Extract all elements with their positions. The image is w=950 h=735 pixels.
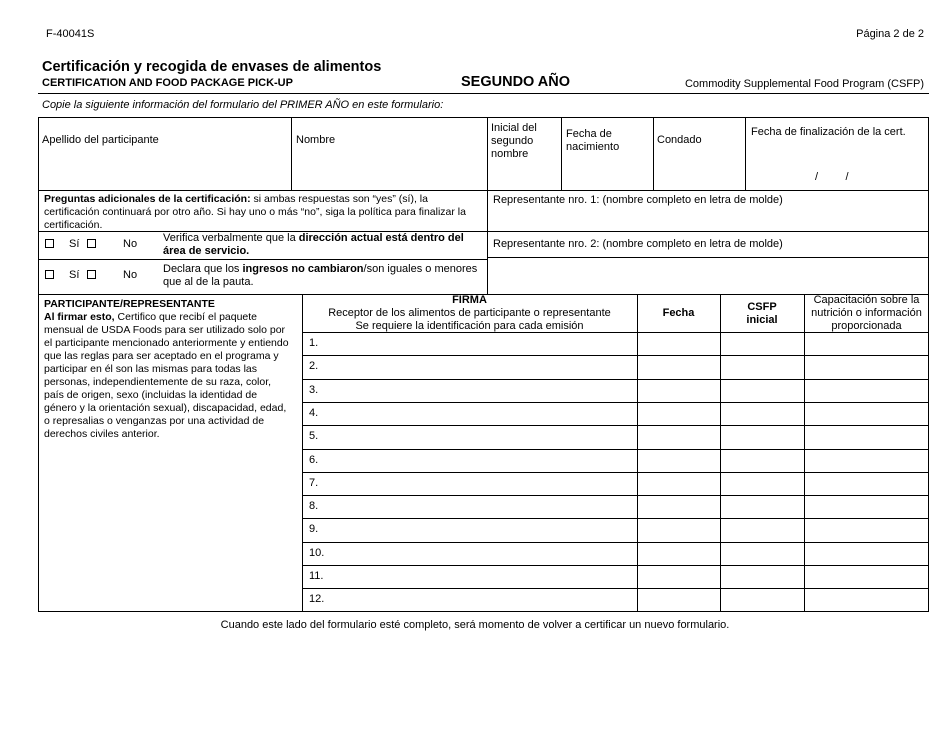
csfp-initial-header	[720, 301, 804, 327]
statement-line: o represalias o venganzas por una actividad de	[44, 415, 265, 427]
q1-no-label: No	[123, 238, 138, 250]
q2-text: Declara que los	[163, 263, 243, 275]
training-cell[interactable]	[804, 379, 929, 402]
program-name: Commodity Supplemental Food Program (CSFP)	[684, 78, 924, 90]
statement-line: género y la orientación sexual), discapacidad, edad,	[44, 402, 287, 414]
firma-header	[302, 294, 637, 333]
statement-line: país de origen, sexo (incluidas la identidad de	[44, 389, 258, 401]
county-field[interactable]: Condado	[657, 134, 702, 146]
signature-cell[interactable]	[302, 495, 637, 518]
q1-text: Verifica verbalmente que la	[163, 232, 299, 244]
q1-bold-text-2: área de servicio.	[163, 245, 250, 257]
questions-intro-line3: certificación.	[44, 219, 103, 231]
training-cell[interactable]	[804, 449, 929, 472]
divider	[291, 117, 292, 191]
middle-initial-label-2: segundo	[491, 135, 534, 147]
training-cell[interactable]	[804, 565, 929, 588]
representative-1-field[interactable]: Representante nro. 1: (nombre completo en letra de molde)	[493, 194, 783, 206]
row-number: 2.	[309, 360, 319, 373]
signature-cell[interactable]	[302, 542, 637, 565]
training-cell[interactable]	[804, 495, 929, 518]
row-number: 9.	[309, 523, 319, 536]
form-title-english: CERTIFICATION AND FOOD PACKAGE PICK-UP	[42, 77, 293, 89]
questions-intro-text: si ambas respuestas son “yes” (sí), la	[250, 193, 428, 205]
signature-cell[interactable]	[302, 355, 637, 378]
date-cell[interactable]	[637, 402, 720, 425]
questions-intro	[44, 193, 466, 232]
copy-instruction: Copie la siguiente información del formulario del PRIMER AÑO en este formulario:	[42, 99, 444, 111]
training-header-line1: Capacitación sobre la	[813, 294, 920, 306]
csfp-initial-cell[interactable]	[720, 542, 804, 565]
row-number: 7.	[309, 476, 319, 489]
date-cell[interactable]	[637, 588, 720, 611]
q1-yes-label: Sí	[69, 238, 80, 250]
q2-no-checkbox[interactable]	[87, 270, 96, 279]
representative-2-field[interactable]: Representante nro. 2: (nombre completo en letra de molde)	[493, 238, 783, 250]
birth-date-field[interactable]	[566, 128, 619, 154]
signature-cell[interactable]	[302, 402, 637, 425]
csfp-initial-cell[interactable]	[720, 472, 804, 495]
training-cell[interactable]	[804, 588, 929, 611]
training-cell[interactable]	[804, 402, 929, 425]
divider	[487, 190, 488, 295]
row-number: 12.	[309, 593, 325, 606]
divider	[487, 117, 488, 191]
training-cell[interactable]	[804, 332, 929, 355]
row-number: 10.	[309, 546, 325, 559]
cert-end-date-field[interactable]: / /	[815, 171, 849, 183]
footer-note: Cuando este lado del formulario esté completo, será momento de volver a certificar un nuevo formulario.	[220, 619, 730, 631]
date-cell[interactable]	[637, 332, 720, 355]
q2-question	[163, 263, 477, 289]
middle-initial-field[interactable]	[491, 122, 537, 161]
row-number: 6.	[309, 453, 319, 466]
date-cell[interactable]	[637, 565, 720, 588]
middle-initial-label-3: nombre	[491, 148, 529, 160]
questions-intro-line2: certificación continuará por otro año. Si hay uno o más “no”, siga la política para finalizar la	[44, 206, 466, 218]
csfp-header-line2: inicial	[746, 314, 778, 326]
row-number: 8.	[309, 500, 319, 513]
date-cell[interactable]	[637, 425, 720, 448]
training-cell[interactable]	[804, 542, 929, 565]
csfp-initial-cell[interactable]	[720, 588, 804, 611]
page-number: Página 2 de 2	[856, 28, 924, 40]
divider	[38, 259, 487, 260]
training-header	[804, 294, 929, 333]
statement-lead: Al firmar esto,	[44, 311, 115, 323]
firma-subtitle-1: Receptor de los alimentos de participante o representante	[328, 307, 611, 319]
row-number: 1.	[309, 337, 319, 349]
divider	[487, 257, 929, 258]
participant-statement	[44, 298, 299, 441]
statement-line: Certifico que recibí el paquete	[114, 311, 258, 323]
q1-no-checkbox[interactable]	[87, 239, 96, 248]
cert-end-date-label: Fecha de finalización de la cert.	[751, 126, 906, 138]
csfp-initial-cell[interactable]	[720, 495, 804, 518]
header-divider	[38, 93, 929, 94]
form-id: F-40041S	[46, 28, 95, 40]
statement-line: personas, independientemente de su raza, color,	[44, 376, 272, 388]
q2-bold-text: ingresos no cambiaron	[242, 263, 364, 275]
date-cell[interactable]	[637, 495, 720, 518]
csfp-initial-cell[interactable]	[720, 425, 804, 448]
date-cell[interactable]	[637, 355, 720, 378]
signature-cell[interactable]	[302, 565, 637, 588]
year-label: SEGUNDO AÑO	[461, 74, 571, 90]
signature-cell[interactable]	[302, 379, 637, 402]
signature-cell[interactable]	[302, 472, 637, 495]
signature-cell[interactable]	[302, 425, 637, 448]
training-cell[interactable]	[804, 472, 929, 495]
statement-line: participar en él son las mismas para todas las	[44, 363, 258, 375]
birth-date-label-2: nacimiento	[566, 141, 620, 153]
csfp-initial-cell[interactable]	[720, 518, 804, 541]
q2-no-label: No	[123, 269, 138, 281]
q2-text-line2: que al de la pauta.	[163, 276, 254, 288]
csfp-initial-cell[interactable]	[720, 379, 804, 402]
row-number: 11.	[309, 570, 324, 582]
signature-cell[interactable]	[302, 588, 637, 611]
training-header-line3: proporcionada	[831, 320, 902, 332]
statement-heading: PARTICIPANTE/REPRESENTANTE	[44, 298, 215, 310]
divider	[745, 117, 746, 191]
fecha-header: Fecha	[662, 307, 695, 319]
training-cell[interactable]	[804, 355, 929, 378]
q1-bold-text: dirección actual está dentro del	[298, 232, 464, 244]
questions-intro-bold: Preguntas adicionales de la certificación:	[44, 193, 251, 205]
csfp-initial-cell[interactable]	[720, 332, 804, 355]
q1-yes-checkbox[interactable]	[45, 239, 54, 248]
date-cell[interactable]	[637, 449, 720, 472]
q1-question	[163, 232, 464, 258]
q2-yes-checkbox[interactable]	[45, 270, 54, 279]
date-cell[interactable]	[637, 518, 720, 541]
birth-date-label-1: Fecha de	[566, 128, 612, 140]
statement-line: derechos civiles anterior.	[44, 428, 160, 440]
training-cell[interactable]	[804, 518, 929, 541]
divider	[487, 231, 929, 232]
row-number: 5.	[309, 430, 319, 443]
date-cell[interactable]	[637, 542, 720, 565]
csfp-header-line1: CSFP	[747, 301, 777, 313]
statement-line: mensual de USDA Foods para ser utilizado solo por	[44, 324, 286, 336]
statement-line: el participante mencionado anteriormente y entiendo	[44, 337, 289, 349]
firma-title: FIRMA	[452, 294, 487, 306]
divider	[653, 117, 654, 191]
q2-yes-label: Sí	[69, 269, 80, 281]
statement-line: que las reglas para ser aceptado en el programa y	[44, 350, 279, 362]
divider	[561, 117, 562, 191]
csfp-initial-cell[interactable]	[720, 565, 804, 588]
firma-subtitle-2: Se requiere la identificación para cada emisión	[355, 320, 584, 332]
date-cell[interactable]	[637, 472, 720, 495]
signature-cell[interactable]	[302, 518, 637, 541]
training-cell[interactable]	[804, 425, 929, 448]
last-name-field[interactable]: Apellido del participante	[42, 134, 159, 146]
middle-initial-label-1: Inicial del	[491, 122, 537, 134]
date-cell[interactable]	[637, 379, 720, 402]
row-number: 4.	[309, 406, 319, 419]
csfp-initial-cell[interactable]	[720, 449, 804, 472]
csfp-initial-cell[interactable]	[720, 355, 804, 378]
q2-text-rest: /son iguales o menores	[363, 263, 478, 275]
signature-cell[interactable]	[302, 449, 637, 472]
form-title-spanish: Certificación y recogida de envases de alimentos	[42, 59, 382, 75]
row-number: 3.	[309, 383, 319, 396]
first-name-field[interactable]: Nombre	[296, 134, 336, 146]
signature-cell[interactable]	[302, 332, 637, 355]
csfp-initial-cell[interactable]	[720, 402, 804, 425]
training-header-line2: nutrición o información	[811, 307, 922, 319]
